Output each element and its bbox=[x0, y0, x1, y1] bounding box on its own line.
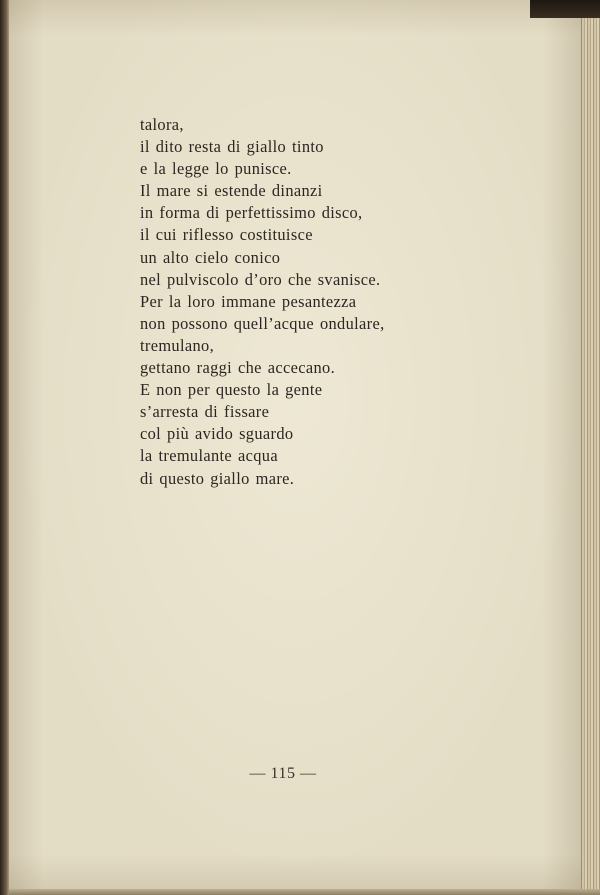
page-paper bbox=[9, 0, 583, 889]
poem-line: nel pulviscolo d’oro che svanisce. bbox=[140, 269, 381, 289]
poem-line: il cui riflesso costituisce bbox=[140, 225, 313, 245]
poem-line: e la legge lo punisce. bbox=[140, 159, 292, 179]
page-edges bbox=[581, 12, 600, 895]
poem-line: non possono quell’acque ondulare, bbox=[140, 313, 385, 333]
poem-line: in forma di perfettissimo disco, bbox=[140, 203, 363, 223]
poem-line: tremulano, bbox=[140, 335, 215, 355]
poem-line: gettano raggi che accecano. bbox=[140, 358, 336, 378]
poem-line: s’arresta di fissare bbox=[140, 402, 270, 422]
poem-line: E non per questo la gente bbox=[140, 380, 323, 400]
binding-corner bbox=[530, 0, 600, 18]
poem-line: il dito resta di giallo tinto bbox=[140, 137, 324, 157]
poem-line: col più avido sguardo bbox=[140, 424, 294, 444]
poem-text bbox=[140, 114, 385, 490]
poem-line: Per la loro immane pesantezza bbox=[140, 291, 357, 311]
poem-line: Il mare si estende dinanzi bbox=[140, 181, 323, 201]
poem-line: un alto cielo conico bbox=[140, 247, 281, 267]
page-number: — 115 — bbox=[249, 765, 317, 782]
poem-line: la tremulante acqua bbox=[140, 446, 278, 466]
poem-line: talora, bbox=[140, 115, 184, 134]
poem-line: di questo giallo mare. bbox=[140, 468, 295, 488]
bottom-page-edge bbox=[9, 889, 600, 895]
